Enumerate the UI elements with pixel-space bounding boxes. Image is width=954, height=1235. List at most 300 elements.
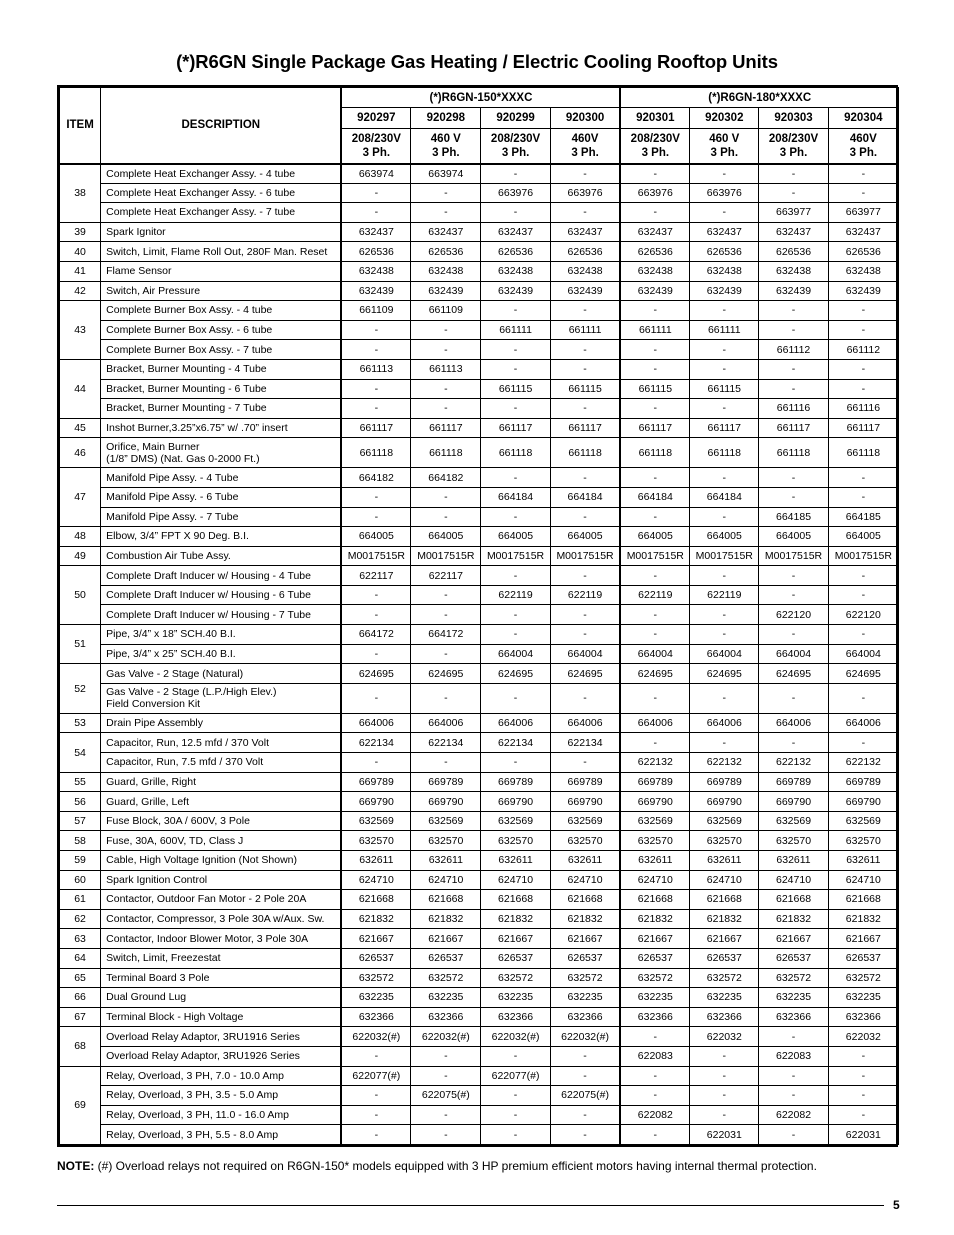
part-number: 622032 bbox=[690, 1027, 759, 1047]
part-number: - bbox=[620, 1027, 689, 1047]
description-line: Bracket, Burner Mounting - 4 Tube bbox=[106, 363, 267, 376]
part-number: 621832 bbox=[411, 909, 481, 929]
part-number: - bbox=[481, 566, 550, 586]
part-number: 622077(#) bbox=[481, 1066, 550, 1086]
table-row bbox=[60, 605, 899, 625]
part-number: 632572 bbox=[411, 968, 481, 988]
part-number: 632611 bbox=[828, 851, 898, 871]
part-number: - bbox=[481, 683, 550, 713]
part-number: 664172 bbox=[411, 625, 481, 645]
part-number: - bbox=[759, 164, 828, 184]
description-line: Spark Ignition Control bbox=[106, 873, 208, 886]
part-number: 622134 bbox=[550, 733, 620, 753]
table-row bbox=[60, 664, 899, 684]
part-number: - bbox=[411, 340, 481, 360]
part-number: 632439 bbox=[828, 281, 898, 301]
description-line: Drain Pipe Assembly bbox=[106, 717, 204, 730]
part-number: - bbox=[411, 1105, 481, 1125]
part-number: - bbox=[411, 183, 481, 203]
part-number: 622134 bbox=[341, 733, 410, 753]
table-row bbox=[60, 909, 899, 929]
item-number: 55 bbox=[60, 772, 101, 792]
voltage-line: 208/230V bbox=[490, 132, 541, 145]
table-row bbox=[60, 585, 899, 605]
part-description bbox=[101, 1086, 342, 1106]
item-number: 43 bbox=[60, 301, 101, 360]
part-description bbox=[101, 585, 342, 605]
header-model-number: 920299 bbox=[481, 108, 550, 129]
part-number: - bbox=[341, 183, 410, 203]
part-number: 664006 bbox=[690, 713, 759, 733]
part-number: 632437 bbox=[550, 222, 620, 242]
part-number: 661115 bbox=[550, 379, 620, 399]
part-number: - bbox=[341, 753, 410, 773]
part-number: 622132 bbox=[620, 753, 689, 773]
part-number: 632439 bbox=[690, 281, 759, 301]
part-number: 661116 bbox=[828, 399, 898, 419]
part-number: 632611 bbox=[550, 851, 620, 871]
part-number: 632570 bbox=[759, 831, 828, 851]
part-description bbox=[101, 1125, 342, 1145]
part-number: - bbox=[759, 359, 828, 379]
table-row bbox=[60, 340, 899, 360]
description-line: Relay, Overload, 3 PH, 11.0 - 16.0 Amp bbox=[106, 1109, 290, 1122]
description-line: Flame Sensor bbox=[106, 265, 172, 278]
part-number: 622083 bbox=[620, 1046, 689, 1066]
header-model-group: (*)R6GN-180*XXXC bbox=[620, 88, 898, 108]
table-row bbox=[60, 683, 899, 713]
part-number: - bbox=[690, 683, 759, 713]
part-number: 661118 bbox=[828, 438, 898, 468]
part-number: 621668 bbox=[550, 890, 620, 910]
part-number: - bbox=[550, 399, 620, 419]
part-number: 624710 bbox=[341, 870, 410, 890]
part-number: 622119 bbox=[690, 585, 759, 605]
part-number: 632437 bbox=[411, 222, 481, 242]
part-number: 664005 bbox=[620, 527, 689, 547]
part-number: - bbox=[828, 625, 898, 645]
part-number: 632437 bbox=[759, 222, 828, 242]
part-number: 622134 bbox=[411, 733, 481, 753]
description-line: Manifold Pipe Assy. - 6 Tube bbox=[106, 491, 239, 504]
part-number: 624695 bbox=[550, 664, 620, 684]
part-number: 664005 bbox=[828, 527, 898, 547]
part-number: - bbox=[828, 164, 898, 184]
part-number: 664182 bbox=[341, 468, 410, 488]
part-number: - bbox=[341, 1086, 410, 1106]
voltage-line: 460V bbox=[571, 132, 599, 145]
item-number: 53 bbox=[60, 713, 101, 733]
part-number: 669790 bbox=[759, 792, 828, 812]
table-row bbox=[60, 203, 899, 223]
description-line: Pipe, 3/4” x 18” SCH.40 B.I. bbox=[106, 628, 236, 641]
part-number: 663976 bbox=[481, 183, 550, 203]
part-number: - bbox=[411, 683, 481, 713]
part-number: 661118 bbox=[620, 438, 689, 468]
part-number: 622132 bbox=[690, 753, 759, 773]
part-description bbox=[101, 359, 342, 379]
part-number: 621667 bbox=[341, 929, 410, 949]
item-number: 42 bbox=[60, 281, 101, 301]
part-number: 621668 bbox=[759, 890, 828, 910]
part-number: 624710 bbox=[759, 870, 828, 890]
part-number: - bbox=[828, 683, 898, 713]
part-number: 621668 bbox=[341, 890, 410, 910]
part-number: 624695 bbox=[341, 664, 410, 684]
part-number: 669790 bbox=[481, 792, 550, 812]
part-description bbox=[101, 1046, 342, 1066]
part-number: 632570 bbox=[550, 831, 620, 851]
part-number: 664004 bbox=[690, 644, 759, 664]
phase-line: 3 Ph. bbox=[641, 146, 670, 159]
part-number: 632570 bbox=[481, 831, 550, 851]
header-model-number: 920300 bbox=[550, 108, 620, 129]
item-number: 66 bbox=[60, 988, 101, 1008]
part-number: 626536 bbox=[759, 242, 828, 262]
part-description bbox=[101, 438, 342, 468]
part-number: - bbox=[620, 733, 689, 753]
part-number: 626536 bbox=[341, 242, 410, 262]
description-line: Manifold Pipe Assy. - 7 Tube bbox=[106, 510, 239, 523]
part-number: 632572 bbox=[550, 968, 620, 988]
table-row bbox=[60, 566, 899, 586]
part-number: 664006 bbox=[828, 713, 898, 733]
part-number: - bbox=[620, 566, 689, 586]
part-description bbox=[101, 851, 342, 871]
part-number: - bbox=[411, 585, 481, 605]
table-row bbox=[60, 890, 899, 910]
table-row bbox=[60, 242, 899, 262]
part-number: - bbox=[690, 164, 759, 184]
part-number: - bbox=[828, 468, 898, 488]
part-description bbox=[101, 831, 342, 851]
part-number: 632438 bbox=[550, 261, 620, 281]
part-number: 632235 bbox=[550, 988, 620, 1008]
voltage-line: 208/230V bbox=[768, 132, 819, 145]
part-number: 661117 bbox=[411, 418, 481, 438]
part-number: - bbox=[481, 340, 550, 360]
part-description bbox=[101, 418, 342, 438]
part-description bbox=[101, 890, 342, 910]
description-line: Relay, Overload, 3 PH, 5.5 - 8.0 Amp bbox=[106, 1128, 279, 1141]
part-number: - bbox=[550, 468, 620, 488]
part-number: 622031 bbox=[690, 1125, 759, 1145]
part-number: 621832 bbox=[828, 909, 898, 929]
part-number: 664005 bbox=[690, 527, 759, 547]
part-number: 664006 bbox=[620, 713, 689, 733]
part-number: - bbox=[690, 1066, 759, 1086]
part-number: 622120 bbox=[759, 605, 828, 625]
description-line: Gas Valve - 2 Stage (L.P./High Elev.) bbox=[106, 686, 277, 699]
part-number: 669790 bbox=[550, 792, 620, 812]
part-number: - bbox=[411, 644, 481, 664]
part-number: - bbox=[828, 183, 898, 203]
part-number: - bbox=[620, 1125, 689, 1145]
part-number: - bbox=[550, 566, 620, 586]
description-line: Gas Valve - 2 Stage (Natural) bbox=[106, 667, 244, 680]
item-number: 61 bbox=[60, 890, 101, 910]
part-number: - bbox=[341, 585, 410, 605]
part-number: 632437 bbox=[828, 222, 898, 242]
part-number: - bbox=[690, 301, 759, 321]
part-number: 621832 bbox=[759, 909, 828, 929]
part-number: 632572 bbox=[759, 968, 828, 988]
part-number: 664006 bbox=[550, 713, 620, 733]
part-number: - bbox=[620, 399, 689, 419]
part-number: - bbox=[550, 753, 620, 773]
part-number: - bbox=[481, 359, 550, 379]
item-number: 52 bbox=[60, 664, 101, 714]
part-number: - bbox=[620, 625, 689, 645]
item-number: 40 bbox=[60, 242, 101, 262]
part-number: - bbox=[481, 625, 550, 645]
description-line: Contactor, Compressor, 3 Pole 30A w/Aux. Sw. bbox=[106, 913, 325, 926]
header-model-number: 920298 bbox=[411, 108, 481, 129]
item-number: 44 bbox=[60, 359, 101, 418]
part-number: - bbox=[411, 507, 481, 527]
part-number: 626537 bbox=[411, 948, 481, 968]
part-number: - bbox=[481, 753, 550, 773]
part-number: - bbox=[759, 1125, 828, 1145]
part-number: 621832 bbox=[550, 909, 620, 929]
part-number: 661118 bbox=[411, 438, 481, 468]
part-number: 632439 bbox=[411, 281, 481, 301]
part-number: 663976 bbox=[620, 183, 689, 203]
part-description bbox=[101, 644, 342, 664]
part-number: 622032(#) bbox=[550, 1027, 620, 1047]
table-row bbox=[60, 301, 899, 321]
part-number: 669789 bbox=[828, 772, 898, 792]
parts-table bbox=[59, 87, 899, 1145]
part-number: 632235 bbox=[481, 988, 550, 1008]
part-number: 664184 bbox=[550, 487, 620, 507]
description-line: Overload Relay Adaptor, 3RU1926 Series bbox=[106, 1050, 300, 1063]
part-number: - bbox=[828, 733, 898, 753]
part-number: - bbox=[828, 359, 898, 379]
part-number: 669789 bbox=[341, 772, 410, 792]
parts-table-wrapper bbox=[57, 85, 898, 1147]
part-description bbox=[101, 772, 342, 792]
part-number: 632569 bbox=[411, 811, 481, 831]
part-number: 621832 bbox=[341, 909, 410, 929]
part-number: 624710 bbox=[620, 870, 689, 890]
part-number: - bbox=[481, 301, 550, 321]
part-number: 626537 bbox=[620, 948, 689, 968]
part-number: - bbox=[759, 183, 828, 203]
part-number: 664005 bbox=[341, 527, 410, 547]
part-number: 664006 bbox=[411, 713, 481, 733]
part-number: 632366 bbox=[481, 1007, 550, 1027]
item-number: 41 bbox=[60, 261, 101, 281]
part-number: M0017515R bbox=[550, 546, 620, 566]
table-row bbox=[60, 644, 899, 664]
part-number: 632439 bbox=[759, 281, 828, 301]
part-number: 664005 bbox=[411, 527, 481, 547]
part-number: 622032(#) bbox=[481, 1027, 550, 1047]
part-number: - bbox=[481, 605, 550, 625]
part-number: 661111 bbox=[550, 320, 620, 340]
part-number: 664184 bbox=[481, 487, 550, 507]
part-number: 621668 bbox=[828, 890, 898, 910]
part-number: 664005 bbox=[759, 527, 828, 547]
part-description bbox=[101, 487, 342, 507]
part-number: 622075(#) bbox=[550, 1086, 620, 1106]
item-number: 46 bbox=[60, 438, 101, 468]
item-number: 58 bbox=[60, 831, 101, 851]
part-number: 622117 bbox=[411, 566, 481, 586]
table-row bbox=[60, 399, 899, 419]
part-description bbox=[101, 183, 342, 203]
part-number: 621667 bbox=[411, 929, 481, 949]
table-row bbox=[60, 527, 899, 547]
item-number: 60 bbox=[60, 870, 101, 890]
part-description bbox=[101, 683, 342, 713]
part-number: 622119 bbox=[481, 585, 550, 605]
header-voltage bbox=[620, 129, 689, 164]
description-line: Inshot Burner,3.25”x6.75” w/ .70” insert bbox=[106, 422, 288, 435]
part-number: 661111 bbox=[481, 320, 550, 340]
part-number: 621668 bbox=[411, 890, 481, 910]
part-number: - bbox=[759, 625, 828, 645]
part-number: - bbox=[411, 1066, 481, 1086]
part-number: - bbox=[341, 683, 410, 713]
part-number: 632437 bbox=[481, 222, 550, 242]
part-number: 626537 bbox=[828, 948, 898, 968]
part-number: 632570 bbox=[828, 831, 898, 851]
part-number: 622132 bbox=[828, 753, 898, 773]
part-description bbox=[101, 625, 342, 645]
part-number: 622117 bbox=[341, 566, 410, 586]
part-number: 661115 bbox=[481, 379, 550, 399]
part-description bbox=[101, 1007, 342, 1027]
part-number: 632569 bbox=[828, 811, 898, 831]
part-number: 632439 bbox=[550, 281, 620, 301]
part-number: 669790 bbox=[341, 792, 410, 812]
part-number: 622082 bbox=[759, 1105, 828, 1125]
item-number: 62 bbox=[60, 909, 101, 929]
part-number: 622032(#) bbox=[341, 1027, 410, 1047]
part-number: 632366 bbox=[341, 1007, 410, 1027]
part-number: - bbox=[759, 487, 828, 507]
part-number: - bbox=[550, 203, 620, 223]
part-number: - bbox=[620, 507, 689, 527]
part-number: M0017515R bbox=[828, 546, 898, 566]
header-model-number: 920301 bbox=[620, 108, 689, 129]
description-line: Complete Draft Inducer w/ Housing - 4 Tube bbox=[106, 569, 311, 582]
table-row bbox=[60, 359, 899, 379]
part-number: 621667 bbox=[690, 929, 759, 949]
part-number: 624710 bbox=[481, 870, 550, 890]
part-number: - bbox=[341, 203, 410, 223]
part-number: - bbox=[828, 320, 898, 340]
part-number: 622082 bbox=[620, 1105, 689, 1125]
phase-line: 3 Ph. bbox=[849, 146, 878, 159]
part-number: - bbox=[550, 605, 620, 625]
part-number: M0017515R bbox=[759, 546, 828, 566]
part-description bbox=[101, 281, 342, 301]
item-number: 39 bbox=[60, 222, 101, 242]
part-number: 632569 bbox=[550, 811, 620, 831]
header-voltage bbox=[550, 129, 620, 164]
part-number: - bbox=[550, 1066, 620, 1086]
phase-line: 3 Ph. bbox=[710, 146, 739, 159]
part-number: - bbox=[620, 683, 689, 713]
part-number: 661109 bbox=[341, 301, 410, 321]
part-number: - bbox=[690, 625, 759, 645]
part-number: 669789 bbox=[411, 772, 481, 792]
part-number: 632439 bbox=[481, 281, 550, 301]
part-number: 632235 bbox=[411, 988, 481, 1008]
table-row bbox=[60, 1066, 899, 1086]
part-number: - bbox=[481, 399, 550, 419]
part-number: 663976 bbox=[550, 183, 620, 203]
table-row bbox=[60, 222, 899, 242]
page-title: (*)R6GN Single Package Gas Heating / Electric Cooling Rooftop Units bbox=[176, 51, 778, 72]
table-row bbox=[60, 792, 899, 812]
part-number: 632572 bbox=[341, 968, 410, 988]
part-number: 624695 bbox=[481, 664, 550, 684]
item-number: 57 bbox=[60, 811, 101, 831]
part-number: 661118 bbox=[550, 438, 620, 468]
part-number: - bbox=[550, 1125, 620, 1145]
part-number: 621832 bbox=[620, 909, 689, 929]
table-row bbox=[60, 625, 899, 645]
part-number: - bbox=[341, 644, 410, 664]
description-line: Fuse, 30A, 600V, TD, Class J bbox=[106, 834, 244, 847]
part-number: 632235 bbox=[690, 988, 759, 1008]
description-line: Complete Draft Inducer w/ Housing - 7 Tube bbox=[106, 608, 311, 621]
part-number: 632366 bbox=[759, 1007, 828, 1027]
part-number: 669789 bbox=[690, 772, 759, 792]
part-number: 632437 bbox=[690, 222, 759, 242]
part-number: 624695 bbox=[759, 664, 828, 684]
part-description bbox=[101, 379, 342, 399]
part-number: - bbox=[828, 1046, 898, 1066]
part-number: - bbox=[620, 468, 689, 488]
table-row bbox=[60, 811, 899, 831]
part-number: 661109 bbox=[411, 301, 481, 321]
part-number: - bbox=[690, 733, 759, 753]
part-number: 632235 bbox=[341, 988, 410, 1008]
description-line: Contactor, Indoor Blower Motor, 3 Pole 30A bbox=[106, 932, 309, 945]
part-description bbox=[101, 1105, 342, 1125]
voltage-line: 208/230V bbox=[630, 132, 680, 145]
part-number: 632439 bbox=[341, 281, 410, 301]
part-number: - bbox=[828, 301, 898, 321]
part-description bbox=[101, 870, 342, 890]
description-line: Combustion Air Tube Assy. bbox=[106, 549, 231, 562]
table-row bbox=[60, 1125, 899, 1145]
part-number: - bbox=[690, 340, 759, 360]
table-row bbox=[60, 164, 899, 184]
table-row bbox=[60, 487, 899, 507]
part-description bbox=[101, 468, 342, 488]
part-number: 661113 bbox=[341, 359, 410, 379]
part-number: 664006 bbox=[759, 713, 828, 733]
part-number: - bbox=[481, 1046, 550, 1066]
part-number: 632366 bbox=[411, 1007, 481, 1027]
part-number: 661117 bbox=[481, 418, 550, 438]
item-number: 48 bbox=[60, 527, 101, 547]
part-number: 632366 bbox=[550, 1007, 620, 1027]
part-number: 626537 bbox=[481, 948, 550, 968]
item-number: 68 bbox=[60, 1027, 101, 1066]
part-description bbox=[101, 988, 342, 1008]
part-number: 632611 bbox=[759, 851, 828, 871]
description-line: Capacitor, Run, 12.5 mfd / 370 Volt bbox=[106, 736, 269, 749]
table-row bbox=[60, 948, 899, 968]
part-number: - bbox=[690, 1046, 759, 1066]
